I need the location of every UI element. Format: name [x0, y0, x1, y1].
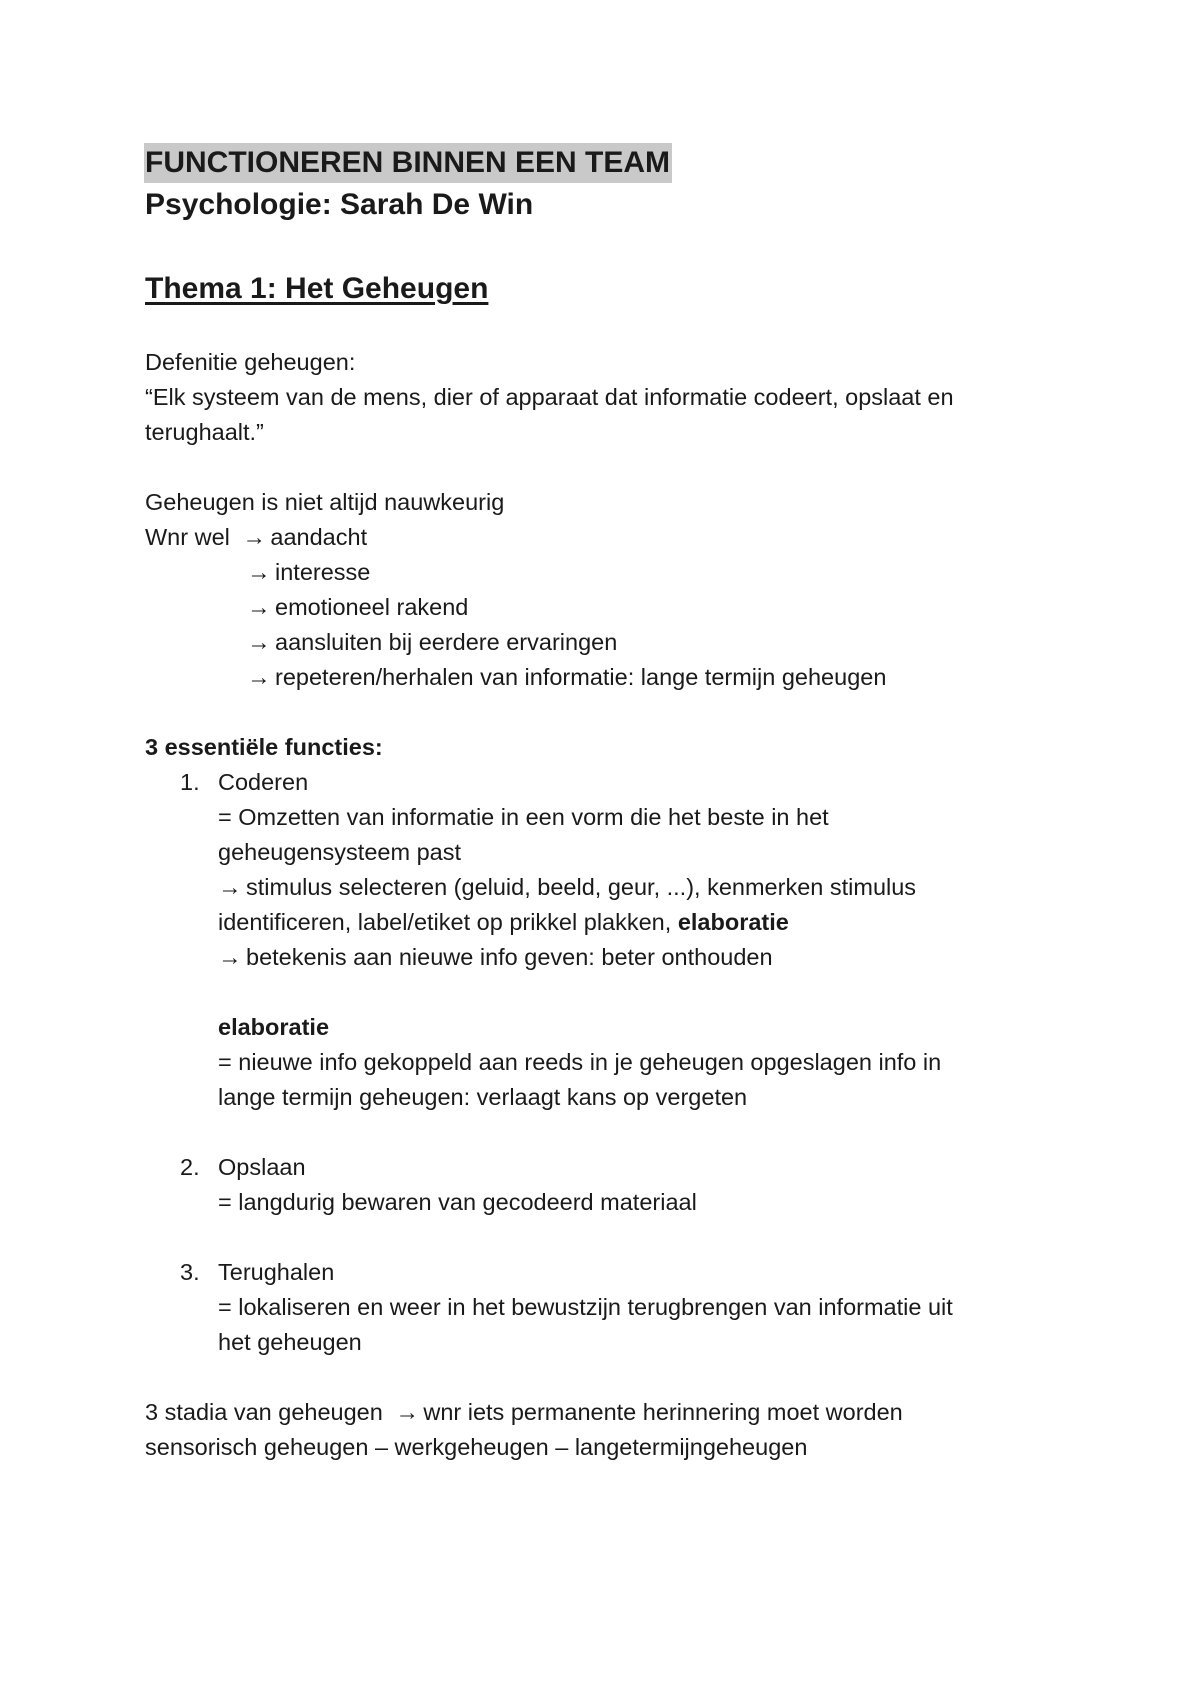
when-prefix: Wnr wel	[145, 524, 230, 550]
definition-quote-line-1: “Elk systeem van de mens, dier of apparaat dat informatie codeert, opslaat en	[145, 384, 954, 410]
stages-prefix: 3 stadia van geheugen	[145, 1399, 383, 1425]
arrow-right-icon: →	[242, 524, 266, 550]
function-item-opslaan	[145, 1150, 1065, 1220]
function-definition-line: geheugensysteem past	[218, 839, 461, 865]
when-item: emotioneel rakend	[275, 594, 469, 620]
when-line	[145, 625, 1065, 660]
list-number: 3.	[180, 1259, 200, 1285]
definition-label: Defenitie geheugen:	[145, 349, 356, 375]
stages-suffix: wnr iets permanente herinnering moet worden	[423, 1399, 903, 1425]
when-item: interesse	[275, 559, 371, 585]
when-item: repeteren/herhalen van informatie: lange termijn geheugen	[275, 664, 887, 690]
arrow-text: identificeren, label/etiket op prikkel plakken,	[218, 909, 678, 935]
elaboratie-heading: elaboratie	[218, 1014, 330, 1040]
arrow-right-icon: →	[247, 629, 271, 655]
document-title	[145, 143, 1065, 183]
stages-line-2: sensorisch geheugen – werkgeheugen – langetermijngeheugen	[145, 1434, 808, 1460]
when-line	[145, 520, 1065, 555]
document-page	[145, 143, 1065, 1465]
elaboratie-term: elaboratie	[677, 909, 789, 935]
arrow-text: betekenis aan nieuwe info geven: beter onthouden	[246, 944, 773, 970]
function-item-coderen	[145, 765, 1065, 1115]
when-line	[145, 555, 1065, 590]
arrow-right-icon: →	[247, 594, 271, 620]
function-name: Terughalen	[218, 1259, 335, 1285]
functions-list	[145, 765, 1065, 1360]
elaboratie-definition-line: = nieuwe info gekoppeld aan reeds in je geheugen opgeslagen info in	[218, 1049, 942, 1075]
function-definition-line: = lokaliseren en weer in het bewustzijn terugbrengen van informatie uit	[218, 1294, 953, 1320]
function-definition-line: = Omzetten van informatie in een vorm die het beste in het	[218, 804, 829, 830]
arrow-right-icon: →	[395, 1399, 419, 1425]
definition-quote-line-2: terughaalt.”	[145, 419, 264, 445]
function-name: Opslaan	[218, 1154, 306, 1180]
theme-heading: Thema 1: Het Geheugen	[145, 272, 489, 305]
arrow-text: stimulus selecteren (geluid, beeld, geur, ...), kenmerken stimulus	[246, 874, 917, 900]
function-definition-line: het geheugen	[218, 1329, 362, 1355]
function-name: Coderen	[218, 769, 309, 795]
document-subtitle: Psychologie: Sarah De Win	[145, 188, 534, 221]
function-item-terughalen	[145, 1255, 1065, 1360]
when-item: aansluiten bij eerdere ervaringen	[275, 629, 618, 655]
title-highlight: FUNCTIONEREN BINNEN EEN TEAM	[144, 143, 672, 183]
elaboratie-definition-line: lange termijn geheugen: verlaagt kans op vergeten	[218, 1084, 748, 1110]
stages-line-1	[145, 1395, 1065, 1430]
function-arrow-line	[218, 870, 1065, 905]
functions-heading: 3 essentiële functies:	[145, 734, 383, 760]
accuracy-line: Geheugen is niet altijd nauwkeurig	[145, 489, 505, 515]
arrow-right-icon: →	[218, 874, 242, 900]
list-number: 1.	[180, 769, 200, 795]
function-arrow-line	[218, 940, 1065, 975]
function-definition-line: = langdurig bewaren van gecodeerd materiaal	[218, 1189, 697, 1215]
arrow-right-icon: →	[247, 559, 271, 585]
when-line	[145, 590, 1065, 625]
when-item: aandacht	[270, 524, 368, 550]
when-line	[145, 660, 1065, 695]
list-number: 2.	[180, 1154, 200, 1180]
arrow-right-icon: →	[247, 664, 271, 690]
arrow-right-icon: →	[218, 944, 242, 970]
function-arrow-continuation	[218, 905, 1065, 940]
